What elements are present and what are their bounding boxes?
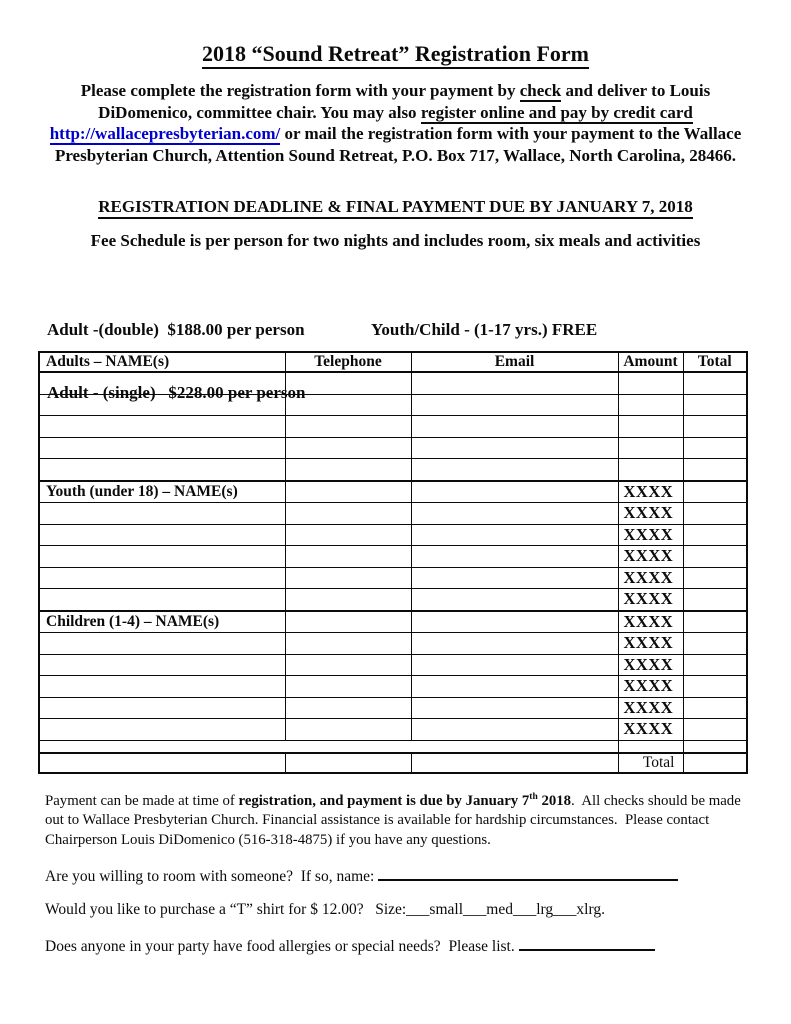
name-input-cell[interactable] xyxy=(39,546,285,568)
amount-marker-cell: XXXX xyxy=(618,567,683,589)
intro-paragraph xyxy=(38,80,753,166)
email-input-cell[interactable] xyxy=(411,372,618,394)
deadline-heading xyxy=(38,197,753,217)
amount-marker-cell: XXXX xyxy=(618,481,683,503)
total-input-cell[interactable] xyxy=(683,546,747,568)
amount-input-cell[interactable] xyxy=(618,437,683,459)
name-input-cell[interactable] xyxy=(39,567,285,589)
table-row xyxy=(39,459,747,481)
name-input-cell[interactable] xyxy=(39,524,285,546)
registration-table xyxy=(38,351,748,774)
amount-marker-cell: XXXX xyxy=(618,654,683,676)
section-label-cell: Youth (under 18) – NAME(s) xyxy=(39,481,285,503)
email-input-cell[interactable] xyxy=(411,589,618,611)
email-input-cell[interactable] xyxy=(411,481,618,503)
total-input-cell[interactable] xyxy=(683,416,747,438)
payment-seg1: Payment can be made at time of xyxy=(45,792,239,809)
amount-marker-cell: XXXX xyxy=(618,503,683,525)
name-input-cell[interactable] xyxy=(39,503,285,525)
name-input-cell[interactable] xyxy=(39,676,285,698)
amount-marker-cell: XXXX xyxy=(618,611,683,633)
name-input-cell[interactable] xyxy=(39,753,285,773)
table-row xyxy=(39,589,747,611)
email-input-cell[interactable] xyxy=(411,611,618,633)
amount-marker-cell: XXXX xyxy=(618,589,683,611)
payment-paragraph xyxy=(45,788,748,850)
intro-register-underlined: register online and pay by credit card xyxy=(420,102,693,122)
table-header-row xyxy=(39,352,747,372)
amount-marker-cell: XXXX xyxy=(618,676,683,698)
total-input-cell[interactable] xyxy=(683,611,747,633)
amount-input-cell[interactable] xyxy=(618,394,683,416)
registration-url-link[interactable]: http://wallacepresbyterian.com/ xyxy=(49,124,281,143)
name-input-cell[interactable] xyxy=(39,654,285,676)
name-input-cell[interactable] xyxy=(39,416,285,438)
total-input-cell[interactable] xyxy=(683,524,747,546)
telephone-input-cell[interactable] xyxy=(285,416,411,438)
column-header-0: Adults – NAME(s) xyxy=(39,352,285,372)
column-header-2: Email xyxy=(411,352,618,372)
fee-adult-double: Adult -(double) $188.00 per person xyxy=(47,320,305,339)
total-input-cell[interactable] xyxy=(683,719,747,741)
table-row xyxy=(39,697,747,719)
total-input-cell[interactable] xyxy=(683,697,747,719)
total-input-cell[interactable] xyxy=(683,437,747,459)
total-input-cell[interactable] xyxy=(683,633,747,655)
name-input-cell[interactable] xyxy=(39,719,285,741)
intro-seg2: and deliver to Louis DiDomenico, committee chair. You may also xyxy=(98,81,715,122)
total-input-cell[interactable] xyxy=(683,567,747,589)
merged-entry-cell[interactable] xyxy=(39,740,618,753)
table-row xyxy=(39,546,747,568)
table-row xyxy=(39,503,747,525)
telephone-input-cell[interactable] xyxy=(285,394,411,416)
allergies-list-field[interactable] xyxy=(519,936,655,951)
email-input-cell[interactable] xyxy=(411,503,618,525)
telephone-input-cell[interactable] xyxy=(285,753,411,773)
email-input-cell[interactable] xyxy=(411,546,618,568)
total-input-cell[interactable] xyxy=(683,654,747,676)
table-row xyxy=(39,567,747,589)
payment-bold-segment xyxy=(239,793,572,809)
amount-input-cell[interactable] xyxy=(618,372,683,394)
telephone-input-cell[interactable] xyxy=(285,633,411,655)
column-header-1: Telephone xyxy=(285,352,411,372)
table-row xyxy=(39,394,747,416)
telephone-input-cell[interactable] xyxy=(285,676,411,698)
telephone-input-cell[interactable] xyxy=(285,654,411,676)
amount-input-cell[interactable] xyxy=(618,416,683,438)
grand-total-input-cell[interactable] xyxy=(683,753,747,773)
total-input-cell[interactable] xyxy=(683,394,747,416)
telephone-input-cell[interactable] xyxy=(285,503,411,525)
table-row xyxy=(39,611,747,633)
name-input-cell[interactable] xyxy=(39,459,285,481)
amount-marker-cell: XXXX xyxy=(618,697,683,719)
table-row xyxy=(39,719,747,741)
room-name-field[interactable] xyxy=(378,866,678,881)
table-row xyxy=(39,654,747,676)
table-row xyxy=(39,416,747,438)
intro-seg3 xyxy=(693,103,697,122)
fee-youth-child: Youth/Child - (1-17 yrs.) FREE xyxy=(371,320,598,339)
email-input-cell[interactable] xyxy=(411,676,618,698)
amount-marker-cell: XXXX xyxy=(618,524,683,546)
email-input-cell[interactable] xyxy=(411,437,618,459)
telephone-input-cell[interactable] xyxy=(285,481,411,503)
intro-check-underlined: check xyxy=(519,81,562,100)
amount-marker-cell: XXXX xyxy=(618,719,683,741)
amount-input-cell[interactable] xyxy=(618,459,683,481)
email-input-cell[interactable] xyxy=(411,567,618,589)
name-input-cell[interactable] xyxy=(39,589,285,611)
fee-schedule-heading: Fee Schedule is per person for two nights and includes room, six meals and activities xyxy=(90,231,701,250)
table-row xyxy=(39,372,747,394)
page-title-text: 2018 “Sound Retreat” Registration Form xyxy=(202,41,589,69)
question-allergies-text: Does anyone in your party have food allergies or special needs? Please list. xyxy=(45,938,519,955)
total-input-cell[interactable] xyxy=(683,372,747,394)
table-row xyxy=(39,633,747,655)
superscript-th: th xyxy=(529,792,538,802)
column-header-4: Total xyxy=(683,352,747,372)
telephone-input-cell[interactable] xyxy=(285,437,411,459)
total-input-cell[interactable] xyxy=(683,503,747,525)
total-row xyxy=(39,753,747,773)
name-input-cell[interactable] xyxy=(39,437,285,459)
email-input-cell[interactable] xyxy=(411,416,618,438)
total-input-cell[interactable] xyxy=(683,481,747,503)
email-input-cell[interactable] xyxy=(411,654,618,676)
page-title xyxy=(0,41,791,67)
telephone-input-cell[interactable] xyxy=(285,589,411,611)
payment-bold1: registration, and payment is due by January 7 xyxy=(238,792,530,809)
merged-row xyxy=(39,740,747,753)
table-row xyxy=(39,481,747,503)
column-header-3: Amount xyxy=(618,352,683,372)
payment-bold2: 2018 xyxy=(537,792,572,809)
total-input-cell[interactable] xyxy=(683,459,747,481)
question-allergies xyxy=(45,936,655,956)
fee-adult-single: Adult - (single) $228.00 per person xyxy=(47,383,306,402)
question-room xyxy=(45,866,678,886)
question-room-text: Are you willing to room with someone? If so, name: xyxy=(45,868,379,885)
payment-seg2: . All checks should be made out to Wallace Presbyterian Church. Financial assistance is available for hardship circumstances. Please contact Chairperson Louis DiDomenico (516-318-4875) if you have any questions. xyxy=(45,792,745,848)
deadline-heading-text: REGISTRATION DEADLINE & FINAL PAYMENT DUE BY JANUARY 7, 2018 xyxy=(98,197,692,219)
amount-marker-cell: XXXX xyxy=(618,546,683,568)
email-input-cell[interactable] xyxy=(411,524,618,546)
table-row xyxy=(39,524,747,546)
table-row xyxy=(39,437,747,459)
telephone-input-cell[interactable] xyxy=(285,524,411,546)
telephone-input-cell[interactable] xyxy=(285,372,411,394)
email-input-cell[interactable] xyxy=(411,459,618,481)
telephone-input-cell[interactable] xyxy=(285,546,411,568)
telephone-input-cell[interactable] xyxy=(285,567,411,589)
table-row xyxy=(39,676,747,698)
telephone-input-cell[interactable] xyxy=(285,719,411,741)
amount-input-cell[interactable] xyxy=(618,740,683,753)
total-input-cell[interactable] xyxy=(683,740,747,753)
total-input-cell[interactable] xyxy=(683,676,747,698)
email-input-cell[interactable] xyxy=(411,719,618,741)
email-input-cell[interactable] xyxy=(411,633,618,655)
email-input-cell[interactable] xyxy=(411,697,618,719)
question-tshirt-text: Would you like to purchase a “T” shirt for $ 12.00? Size:___small___med___lrg___xlrg. xyxy=(45,901,605,918)
total-input-cell[interactable] xyxy=(683,589,747,611)
name-input-cell[interactable] xyxy=(39,372,285,394)
section-label-cell: Children (1-4) – NAME(s) xyxy=(39,611,285,633)
name-input-cell[interactable] xyxy=(39,633,285,655)
name-input-cell[interactable] xyxy=(39,394,285,416)
fee-line-1 xyxy=(47,319,598,340)
telephone-input-cell[interactable] xyxy=(285,459,411,481)
question-tshirt xyxy=(45,901,605,919)
total-label-cell: Total xyxy=(618,753,683,773)
email-input-cell[interactable] xyxy=(411,753,618,773)
telephone-input-cell[interactable] xyxy=(285,697,411,719)
name-input-cell[interactable] xyxy=(39,697,285,719)
amount-marker-cell: XXXX xyxy=(618,633,683,655)
intro-seg4: or mail the registration form with your payment to the Wallace Presbyterian Church, Attention Sound Retreat, P.O. Box 717, Wallace, North Carolina, 28466. xyxy=(54,124,746,165)
telephone-input-cell[interactable] xyxy=(285,611,411,633)
intro-seg1: Please complete the registration form with your payment by xyxy=(80,81,520,100)
email-input-cell[interactable] xyxy=(411,394,618,416)
